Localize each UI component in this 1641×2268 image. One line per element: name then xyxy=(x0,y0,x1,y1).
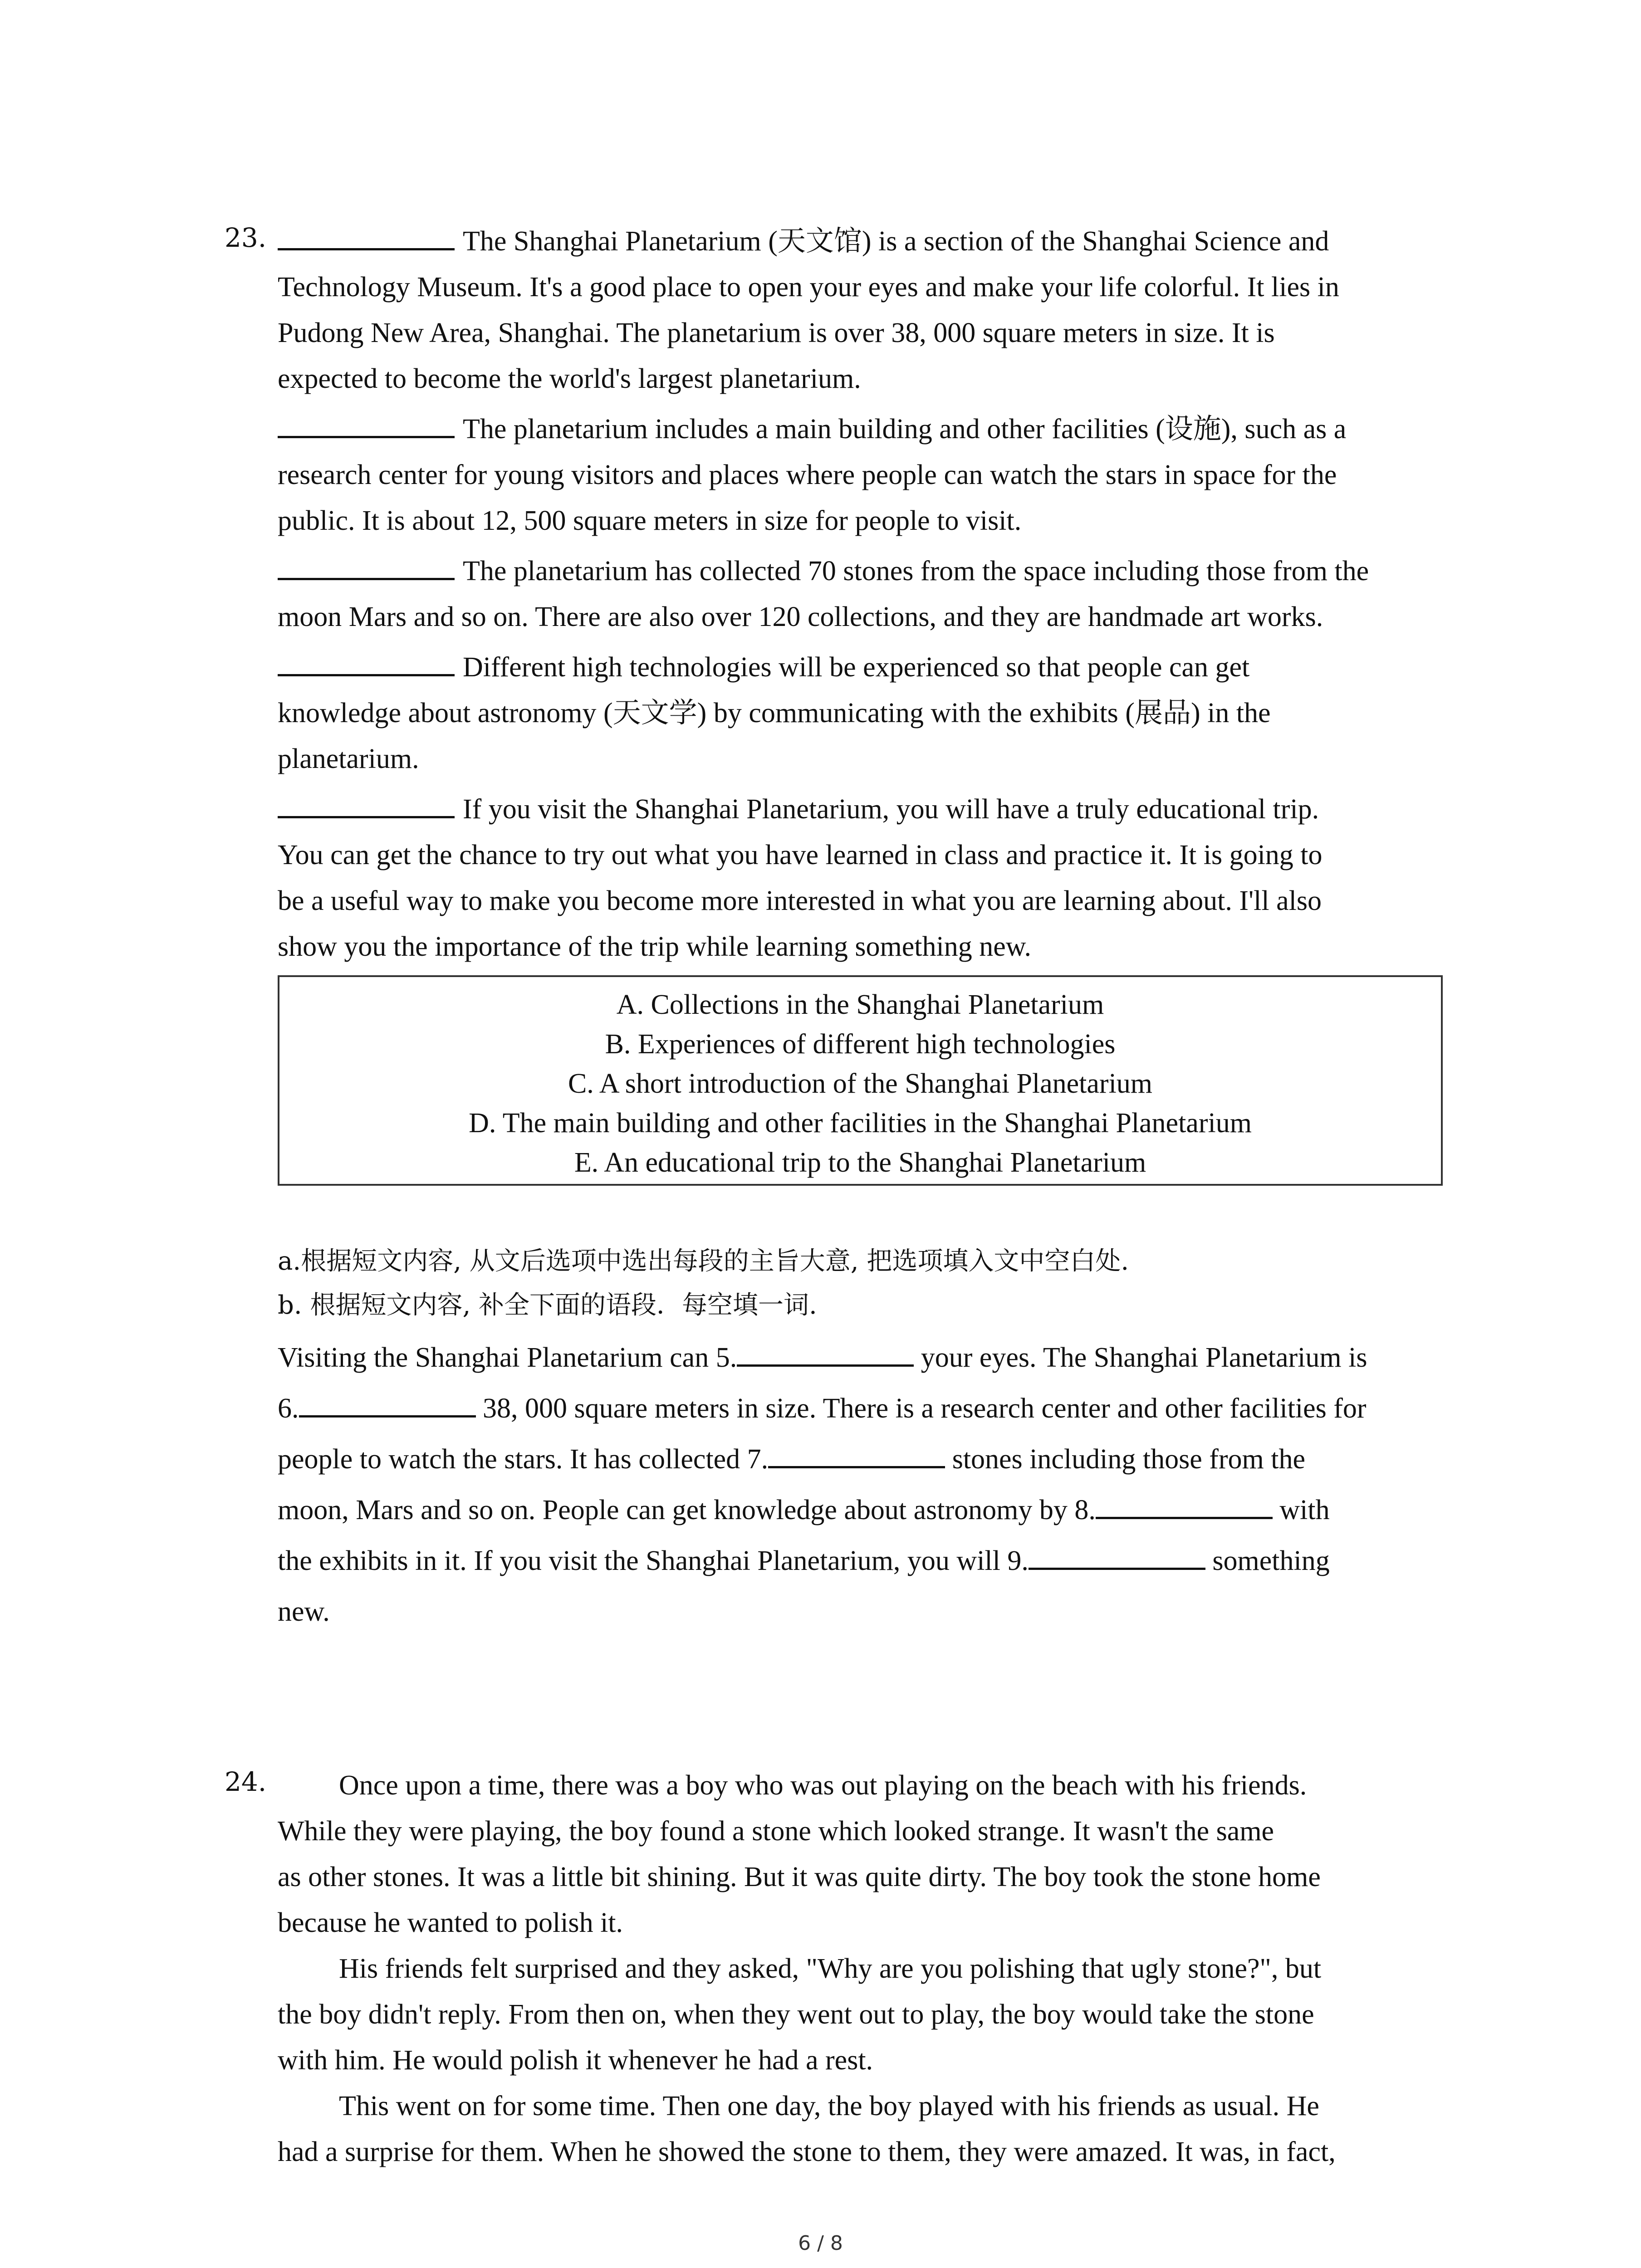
passage-line: as other stones. It was a little bit shining. But it was quite dirty. The boy took the stone home xyxy=(278,1862,1321,1892)
q24-passage xyxy=(278,1763,1457,2175)
passage-line: Once upon a time, there was a boy who was out playing on the beach with his friends. xyxy=(339,1770,1307,1801)
passage-line: If you visit the Shanghai Planetarium, you will have a truly educational trip. xyxy=(278,787,1457,832)
summary-line: new. xyxy=(278,1596,330,1627)
passage-line: expected to become the world's largest planetarium. xyxy=(278,363,861,394)
passage-line: be a useful way to make you become more interested in what you are learning about. I'll also xyxy=(278,885,1322,916)
answer-blank[interactable] xyxy=(278,220,455,250)
passage-line: had a surprise for them. When he showed the stone to them, they were amazed. It was, in fact, xyxy=(278,2136,1336,2167)
option-e: E. An educational trip to the Shanghai Planetarium xyxy=(574,1147,1146,1178)
answer-blank-5[interactable] xyxy=(737,1336,914,1367)
answer-blank-6[interactable] xyxy=(299,1387,476,1418)
passage-line: the boy didn't reply. From then on, when they went out to play, the boy would take the stone xyxy=(278,1999,1314,2030)
passage-line: The planetarium has collected 70 stones from the space including those from the xyxy=(278,548,1457,594)
answer-blank[interactable] xyxy=(278,408,455,438)
summary-line: 6. 38, 000 square meters in size. There is a research center and other facilities for xyxy=(278,1383,1457,1434)
summary-line: moon, Mars and so on. People can get knowledge about astronomy by 8. with xyxy=(278,1485,1457,1535)
option-c: C. A short introduction of the Shanghai Planetarium xyxy=(568,1068,1153,1099)
passage-line: knowledge about astronomy (天文学) by communicating with the exhibits (展品) in the xyxy=(278,698,1271,728)
option-b: B. Experiences of different high technologies xyxy=(605,1029,1116,1060)
passage-line: because he wanted to polish it. xyxy=(278,1907,623,1938)
passage-line: The planetarium includes a main building and other facilities (设施), such as a xyxy=(278,406,1457,452)
summary-line: the exhibits in it. If you visit the Shanghai Planetarium, you will 9. something xyxy=(278,1535,1457,1586)
summary-paragraph xyxy=(278,1332,1457,1637)
passage-line: The Shanghai Planetarium (天文馆) is a section of the Shanghai Science and xyxy=(278,219,1457,264)
passage-line: Different high technologies will be experienced so that people can get xyxy=(278,645,1457,690)
answer-blank-7[interactable] xyxy=(768,1438,945,1468)
instruction-b: b. 根据短文内容, 补全下面的语段．每空填一词. xyxy=(278,1290,817,1320)
passage-line: show you the importance of the trip while learning something new. xyxy=(278,931,1031,962)
summary-line: Visiting the Shanghai Planetarium can 5. your eyes. The Shanghai Planetarium is xyxy=(278,1332,1457,1383)
question-number-24: 24. xyxy=(225,1766,267,1797)
page-number: 6 / 8 xyxy=(798,2232,843,2255)
passage-line: Pudong New Area, Shanghai. The planetarium is over 38, 000 square meters in size. It is xyxy=(278,318,1275,348)
answer-blank-8[interactable] xyxy=(1096,1489,1273,1519)
options-box xyxy=(278,975,1443,1186)
passage-line: moon Mars and so on. There are also over 120 collections, and they are handmade art works. xyxy=(278,601,1323,632)
passage-line: Technology Museum. It's a good place to open your eyes and make your life colorful. It lies in xyxy=(278,272,1339,303)
option-a: A. Collections in the Shanghai Planetarium xyxy=(616,989,1104,1020)
q23-passage xyxy=(278,219,1457,970)
passage-line: While they were playing, the boy found a stone which looked strange. It wasn't the same xyxy=(278,1816,1274,1847)
instruction-a: a.根据短文内容, 从文后选项中选出每段的主旨大意, 把选项填入文中空白处. xyxy=(278,1246,1129,1276)
passage-line: with him. He would polish it whenever he had a rest. xyxy=(278,2045,873,2076)
passage-line: planetarium. xyxy=(278,743,419,774)
passage-line: research center for young visitors and places where people can watch the stars in space for the xyxy=(278,459,1337,490)
answer-blank-9[interactable] xyxy=(1029,1540,1205,1570)
summary-line: people to watch the stars. It has collected 7. stones including those from the xyxy=(278,1434,1457,1485)
answer-blank[interactable] xyxy=(278,788,455,818)
passage-line: public. It is about 12, 500 square meters in size for people to visit. xyxy=(278,505,1022,536)
option-d: D. The main building and other facilities in the Shanghai Planetarium xyxy=(469,1108,1252,1139)
answer-blank[interactable] xyxy=(278,646,455,676)
passage-line: This went on for some time. Then one day, the boy played with his friends as usual. He xyxy=(339,2091,1319,2121)
instructions xyxy=(278,1238,1457,1328)
passage-line: His friends felt surprised and they asked, "Why are you polishing that ugly stone?", but xyxy=(339,1953,1322,1984)
passage-line: You can get the chance to try out what you have learned in class and practice it. It is going to xyxy=(278,840,1323,870)
question-number-23: 23. xyxy=(225,222,267,253)
answer-blank[interactable] xyxy=(278,550,455,580)
